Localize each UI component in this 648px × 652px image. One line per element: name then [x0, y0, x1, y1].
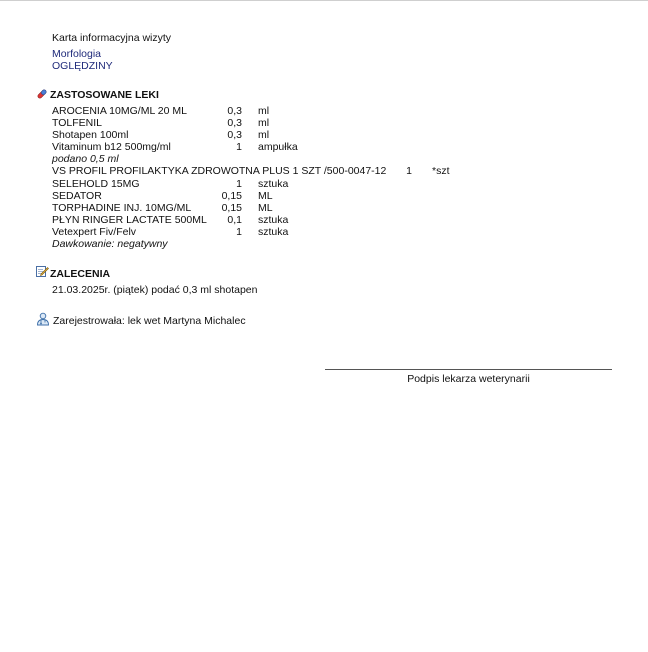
medication-qty: 0,3 [227, 105, 242, 117]
medication-qty: 1 [236, 178, 242, 190]
medication-qty: 1 [236, 226, 242, 238]
document-title: Karta informacyjna wizyty [52, 32, 172, 44]
medication-name: TOLFENIL [52, 117, 102, 129]
edit-note-icon [35, 264, 49, 278]
medication-name: PŁYN RINGER LACTATE 500ML [52, 214, 207, 226]
medication-qty: 0,3 [227, 129, 242, 141]
pill-icon [36, 88, 48, 100]
medication-qty: 1 [406, 165, 412, 177]
medication-name: Shotapen 100ml [52, 129, 129, 141]
medication-unit: ampułka [258, 141, 298, 153]
registered-by: Zarejestrowała: lek wet Martyna Michalec [53, 315, 246, 327]
medication-qty: 0,1 [227, 214, 242, 226]
medication-note-text: podano 0,5 ml [52, 153, 119, 165]
medication-unit: ML [258, 202, 273, 214]
medication-qty: 0,15 [221, 202, 242, 214]
medication-unit: ML [258, 190, 273, 202]
section-morfologia: Morfologia [52, 48, 102, 60]
medication-name: Vetexpert Fiv/Felv [52, 226, 137, 238]
medications-heading: ZASTOSOWANE LEKI [50, 89, 159, 101]
section-ogledziny: OGLĘDZINY [52, 60, 113, 72]
medication-name: SEDATOR [52, 190, 102, 202]
medication-qty: 1 [236, 141, 242, 153]
doctor-icon [36, 312, 50, 326]
medication-unit: sztuka [258, 226, 289, 238]
recommendations-text: 21.03.2025r. (piątek) podać 0,3 ml shotapen [52, 284, 258, 296]
signature-line [325, 369, 612, 370]
medication-name: SELEHOLD 15MG [52, 178, 140, 190]
medication-qty: 0,15 [221, 190, 242, 202]
signature-label: Podpis lekarza weterynarii [407, 373, 530, 385]
top-border [0, 0, 648, 1]
medication-name: AROCENIA 10MG/ML 20 ML [52, 105, 187, 117]
medication-unit: ml [258, 105, 270, 117]
medication-name: VS PROFIL PROFILAKTYKA ZDROWOTNA PLUS 1 SZT /500-0047-12 [52, 165, 387, 177]
medication-qty: 0,3 [227, 117, 242, 129]
medication-unit: ml [258, 129, 270, 141]
medication-unit: ml [258, 117, 270, 129]
medication-unit: sztuka [258, 214, 289, 226]
medication-unit: sztuka [258, 178, 289, 190]
medication-unit: *szt [432, 165, 450, 177]
recommendations-heading: ZALECENIA [50, 268, 111, 280]
medication-note-text: Dawkowanie: negatywny [52, 238, 168, 250]
medication-name: TORPHADINE INJ. 10MG/ML [52, 202, 192, 214]
medication-name: Vitaminum b12 500mg/ml [52, 141, 171, 153]
